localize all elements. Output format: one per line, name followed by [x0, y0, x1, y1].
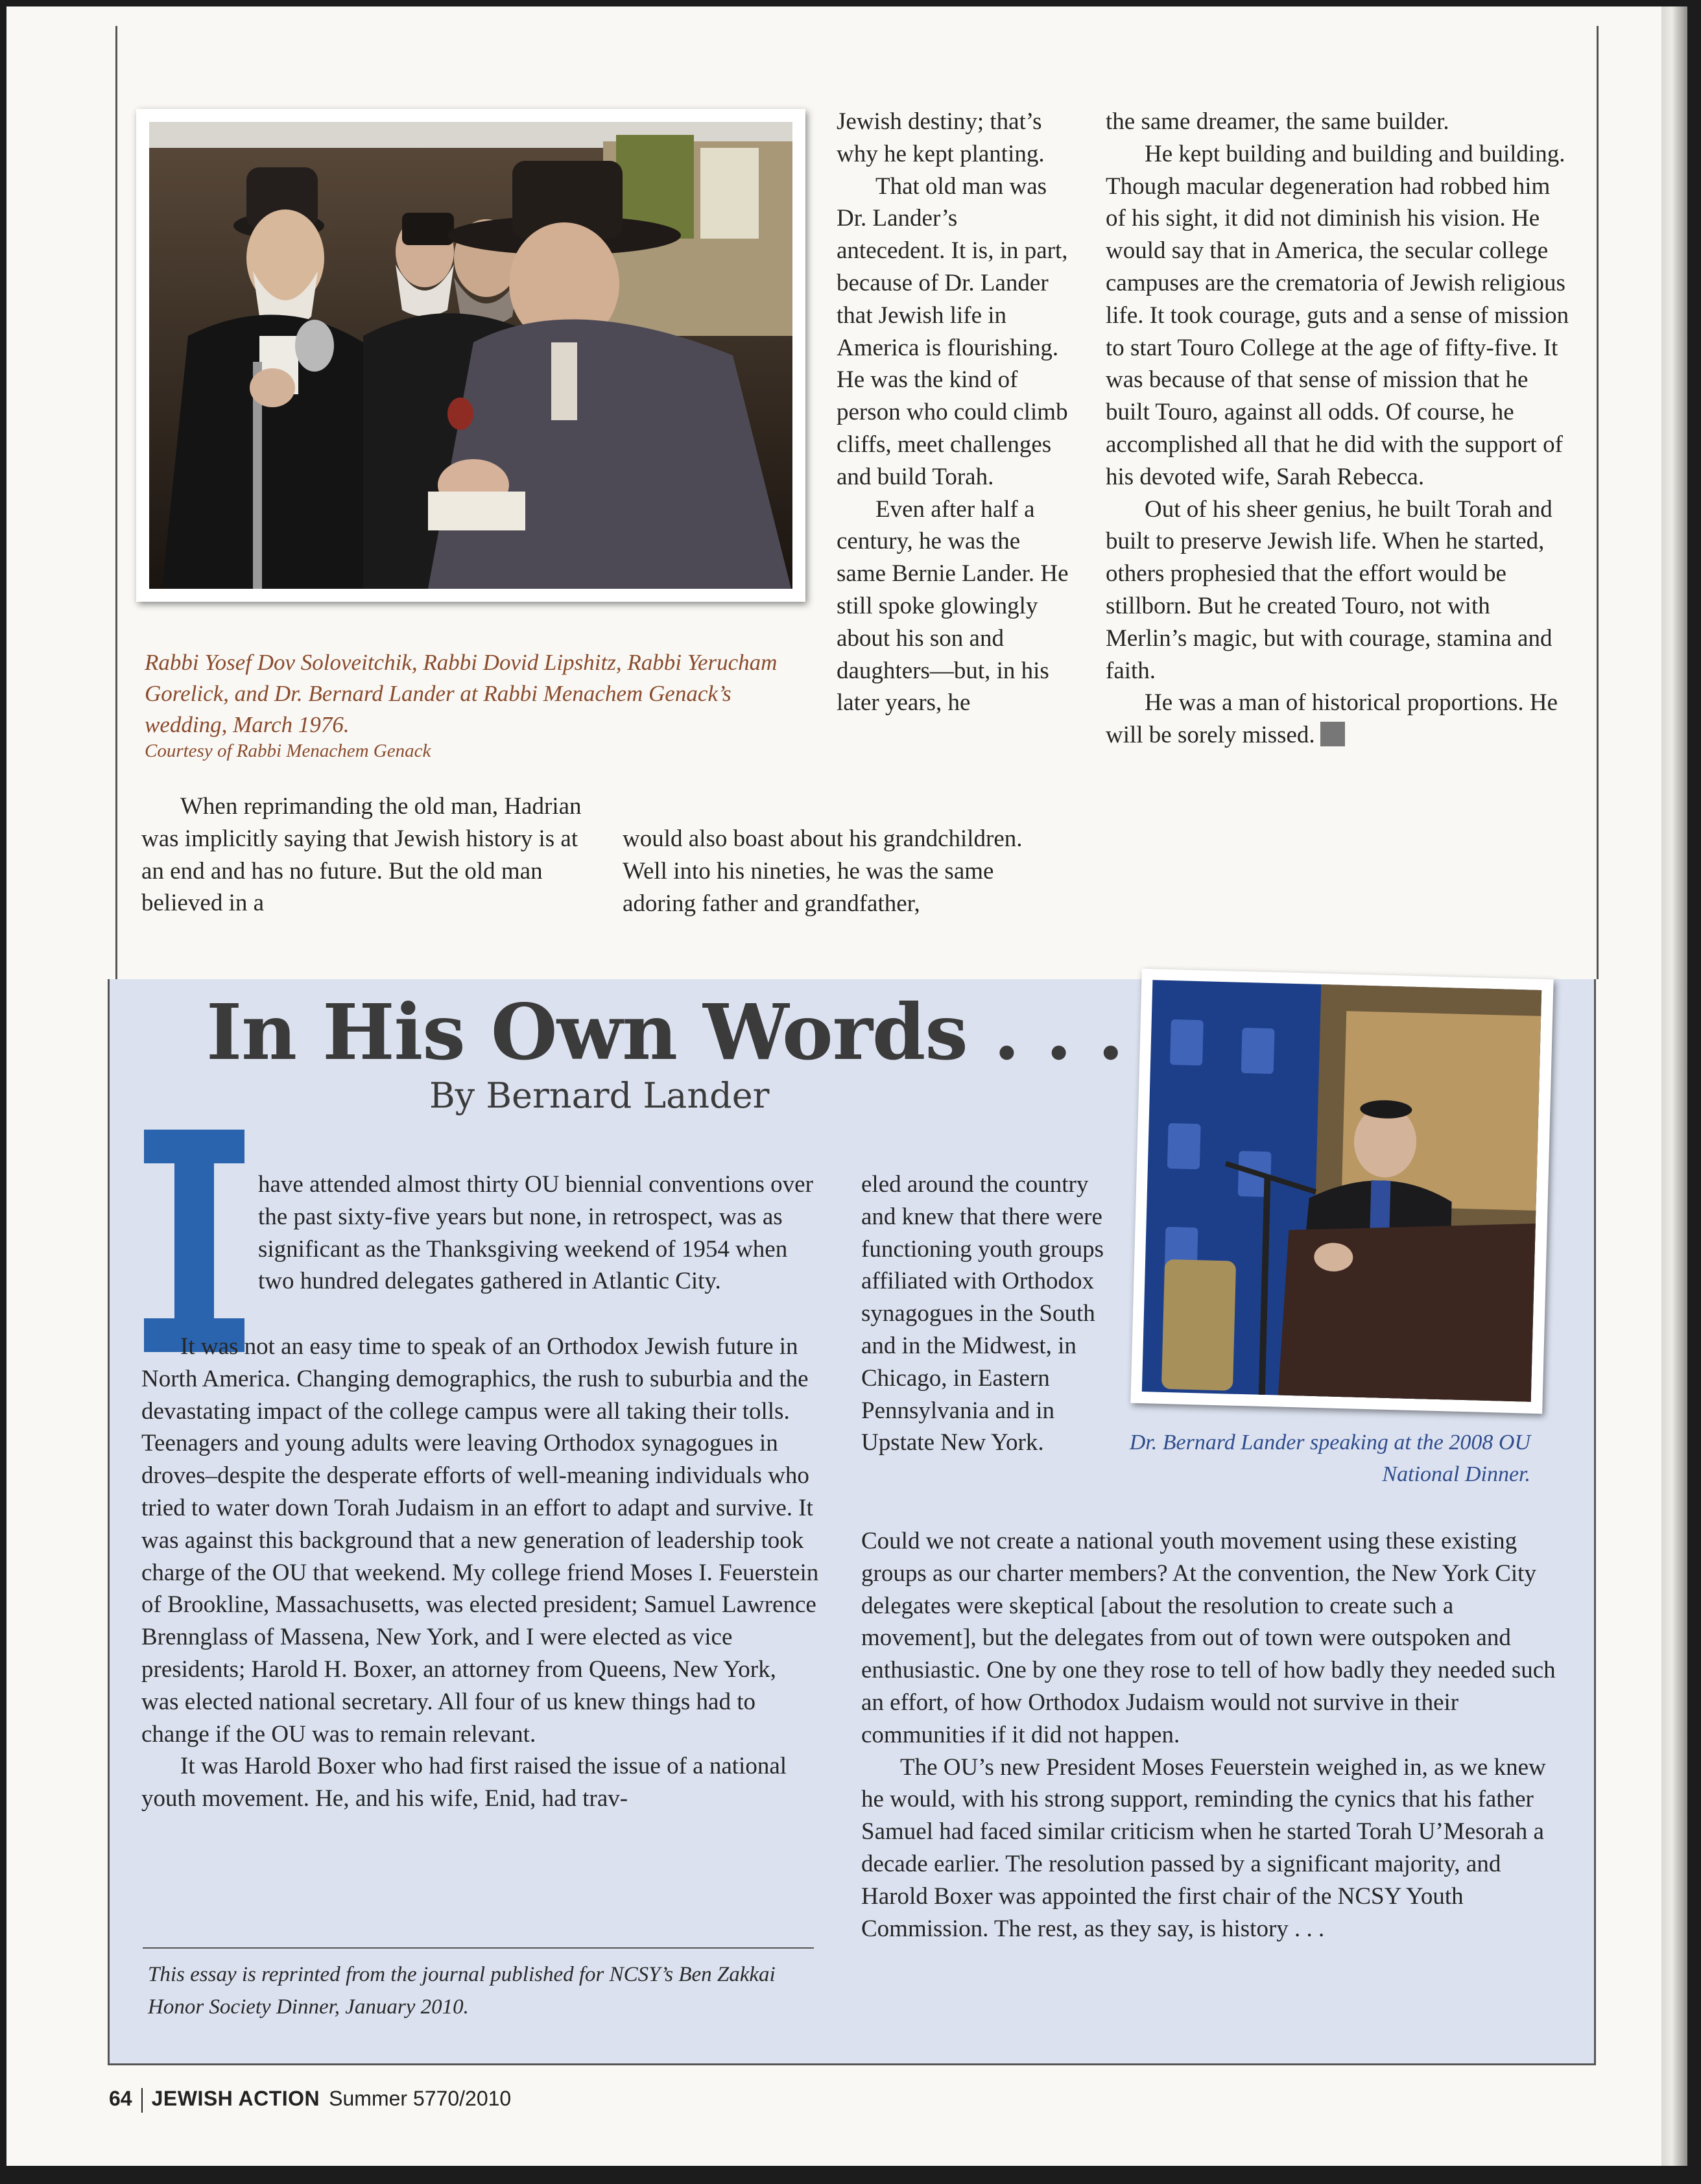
upper-mid-paragraph-3: Even after half a century, he was the same Bernie Lander. He still spoke glowingly about his son and daughters—but, in his later years, he: [837, 495, 1069, 717]
dinner-photo-caption: Dr. Bernard Lander speaking at the 2008 OU National Dinner.: [1129, 1430, 1530, 1486]
lower-col-left-intro: [258, 1169, 816, 1298]
upper-right-paragraph-4: [1106, 687, 1569, 752]
lower-col-right-narrow: [861, 1169, 1119, 1459]
upper-left-paragraph: When reprimanding the old man, Hadrian was implicitly saying that Jewish history is at an end and has no future. But the old man believed in a: [141, 793, 582, 917]
upper-mid-paragraph-1: Jewish destiny; that’s why he kept planting.: [837, 108, 1045, 167]
lower-left-paragraph-2: It was not an easy time to speak of an Orthodox Jewish future in North America. Changing demographics, the rush to suburbia and the devastating impact of the college campus were all taking their tolls. Teenagers and young adults were leaving Orthodox synagogues in droves–despite the desperate efforts of well-meaning individuals who tried to water down Torah Judaism in an effort to adapt and survive. It was against this background that a new generation of leadership took charge of the OU that weekend. My college friend Moses I. Feuerstein of Brookline, Massachusetts, was elected president; Samuel Lawrence Brennglass of Massena, New York, and I were elected as vice presidents; Harold H. Boxer, an attorney from Queens, New York, was elected national secretary. All four of us knew things had to change if the OU was to remain relevant.: [141, 1333, 819, 1748]
page-number: 64: [109, 2087, 132, 2110]
byline: By Bernard Lander: [429, 1075, 770, 1116]
reprint-note: This essay is reprinted from the journal published for NCSY’s Ben Zakkai Honor Society Dinner, January 2010.: [148, 1963, 776, 2019]
wedding-photo: [136, 109, 805, 602]
lower-left-paragraph-3: It was Harold Boxer who had first raised the issue of a national youth movement. He, and his wife, Enid, had trav-: [141, 1753, 787, 1812]
end-mark-icon: [1320, 722, 1345, 746]
footer-separator: [141, 2088, 143, 2113]
lower-right-narrow-paragraph: eled around the country and knew that there were functioning youth groups affiliated with Orthodox synagogues in the South and in the Midwest, in Chicago, in Eastern Pennsylvania and in Upstate New York.: [861, 1171, 1104, 1456]
upper-mid-wide-paragraph: would also boast about his grandchildren. Well into his nineties, he was the same adoring father and grandfather,: [623, 825, 1023, 917]
lower-col-left: [141, 1331, 819, 1815]
headline: In His Own Words . . .: [206, 987, 1124, 1077]
wedding-photo-caption: Rabbi Yosef Dov Soloveitchik, Rabbi Dovid Lipshitz, Rabbi Yerucham Gorelick, and Dr. Bernard Lander at Rabbi Menachem Genack’s wedding, March 1976.: [145, 650, 778, 737]
upper-right-paragraph-3: Out of his sheer genius, he built Torah and built to preserve Jewish life. When he started, others prophesied that the effort would be stillborn. But he created Touro, not with Merlin’s magic, but with courage, stamina and faith.: [1106, 495, 1552, 684]
dinner-photo-image: [1142, 980, 1541, 1401]
lower-right-paragraph-2: The OU’s new President Moses Feuerstein weighed in, as we knew he would, with his strong support, reminding the cynics that his father Samuel had faced similar criticism when he started Torah U’Mesorah a decade earlier. The resolution passed by a significant majority, and Harold Boxer was appointed the first chair of the NCSY Youth Commission. The rest, as they say, is history . . .: [861, 1753, 1546, 1942]
note-divider: [143, 1947, 814, 1949]
upper-right-paragraph-4-text: He was a man of historical proportions. He will be sorely missed.: [1106, 689, 1558, 749]
upper-col-mid: [837, 106, 1070, 719]
lower-right-paragraph-1: Could we not create a national youth movement using these existing groups as our charter members? At the convention, the New York City delegates were skeptical [about the resolution to create such a movement], but the delegates from out of town were outspoken and enthusiastic. One by one they rose to tell of how badly they needed such an effort, of how Orthodox Judaism would not survive in their communities if it did not happen.: [861, 1528, 1556, 1748]
box-border-left: [108, 979, 110, 2065]
lower-col-right: [861, 1525, 1568, 1945]
box-border-right: [1594, 979, 1596, 2065]
page-edge-shadow: [1661, 6, 1687, 2166]
upper-mid-paragraph-2: That old man was Dr. Lander’s antecedent. It is, in part, because of Dr. Lander that Jewish life in America is flourishing. He was the kind of person who could climb cliffs, meet challenges and build Torah.: [837, 172, 1068, 490]
upper-right-paragraph-1: the same dreamer, the same builder.: [1106, 108, 1449, 135]
frame-line-right: [1597, 26, 1599, 979]
page-footer: [109, 2087, 511, 2113]
wedding-photo-image: [149, 122, 792, 589]
lower-left-paragraph-1: have attended almost thirty OU biennial conventions over the past sixty-five years but none, in retrospect, was as significant as the Thanksgiving weekend of 1954 when two hundred delegates gathered in Atlantic City.: [258, 1171, 813, 1295]
upper-col-right: [1106, 106, 1569, 752]
issue-label: Summer 5770/2010: [329, 2087, 512, 2110]
dropcap-letter-i: [144, 1130, 244, 1352]
dinner-photo: [1130, 969, 1553, 1414]
magazine-name: JEWISH ACTION: [151, 2087, 320, 2110]
upper-col-mid-wide: [623, 823, 1070, 920]
wedding-photo-credit: Courtesy of Rabbi Menachem Genack: [145, 741, 431, 761]
frame-line-left: [115, 26, 117, 979]
upper-right-paragraph-2: He kept building and building and building. Though macular degeneration had robbed him of his sight, it did not diminish his vision. He would say that in America, the secular college campuses are the crematoria of Jewish religious life. It took courage, guts and a sense of mission to start Touro College at the age of fifty-five. It was because of that sense of mission that he built Touro, against all odds. Of course, he accomplished all that he did with the support of his devoted wife, Sarah Rebecca.: [1106, 140, 1569, 490]
upper-col-left: [141, 790, 589, 920]
box-border-bottom: [108, 2063, 1596, 2065]
